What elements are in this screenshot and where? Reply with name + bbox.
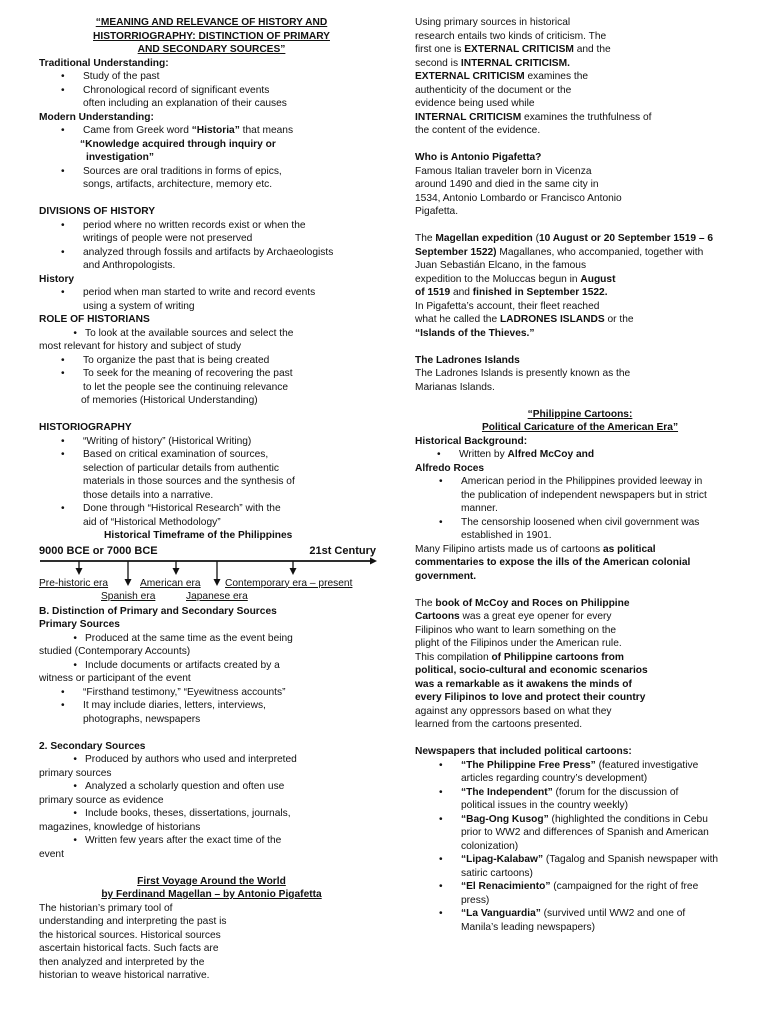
text-run: Many Filipino artists made us of cartoons	[415, 543, 603, 555]
text-run: or the	[604, 314, 634, 325]
list-item: • Include books, theses, dissertations, journals, magazines, knowledge of historians	[39, 808, 291, 833]
paragraph-line: government.	[415, 570, 477, 582]
keyword: “Knowledge acquired through inquiry or	[80, 138, 276, 150]
secondary-sources-list	[39, 753, 384, 861]
paragraph-line: plight of the Filipinos under the American rule.	[415, 638, 622, 649]
american-period-list	[415, 475, 745, 543]
list-item-text: aid of “Historical Methodology”	[83, 516, 221, 528]
list-item	[39, 70, 384, 84]
list-item-text: primary source as evidence	[39, 794, 164, 806]
paragraph-line: The Ladrones Islands is presently known as the	[415, 368, 631, 379]
list-item-text: colonization)	[461, 840, 519, 852]
paragraph-line: evidence being used while	[415, 98, 535, 109]
paragraph-line	[415, 313, 745, 327]
keyword: 10 August or 20 September 1519 – 6	[539, 233, 714, 244]
list-item-text: selection of particular details from authentic	[83, 462, 279, 474]
paragraph-line: authenticity of the document or the	[415, 84, 572, 96]
list-item	[39, 246, 384, 273]
distinction-heading: B. Distinction of Primary and Secondary Sources	[39, 605, 277, 617]
role-list	[39, 327, 384, 408]
paragraph-line: Marianas Islands.	[415, 381, 495, 393]
list-item-text: Written by	[459, 449, 508, 460]
newspaper-name: “Lipag-Kalabaw”	[461, 854, 544, 865]
list-item-text: Analyzed a scholarly question and often use	[85, 781, 285, 792]
modern-list	[39, 124, 384, 192]
paragraph-line: then analyzed and interpreted by the	[39, 956, 205, 968]
keyword: of 1519	[415, 287, 451, 298]
list-item: • Written few years after the exact time of the event	[39, 835, 282, 860]
text-run: what he called the	[415, 314, 500, 325]
list-item-text: Written few years after the exact time of the	[85, 835, 282, 846]
timeline-label-contemporary: Contemporary era – present	[225, 577, 353, 589]
list-item-text: those details into a narrative.	[83, 489, 214, 501]
list-item-text: “Firsthand testimony,” “Eyewitness accounts”	[83, 686, 286, 698]
paragraph-line	[415, 543, 745, 557]
paragraph-line: research entails two kinds of criticism. The	[415, 30, 607, 42]
primary-sources-heading: Primary Sources	[39, 619, 120, 630]
list-item-text: Produced by authors who used and interpreted	[85, 754, 297, 765]
list-item	[39, 435, 384, 449]
list-item	[39, 84, 384, 111]
historiography-list	[39, 435, 384, 530]
paragraph-line	[415, 111, 745, 125]
paragraph-line	[415, 43, 745, 57]
list-item	[39, 367, 384, 408]
modern-heading: Modern Understanding:	[39, 111, 154, 123]
list-item-text: Chronological record of significant events	[83, 84, 270, 96]
paragraph-line: Pigafetta.	[415, 206, 459, 217]
list-item-text: studied (Contemporary Accounts)	[39, 646, 191, 657]
keyword: as political	[602, 543, 656, 555]
paragraph-line: In Pigafetta’s account, their fleet reached	[415, 300, 600, 312]
keyword: of Philippine cartoons from	[491, 651, 624, 663]
text-run: examines the truthfulness of	[521, 111, 652, 123]
paragraph-line	[415, 597, 745, 611]
text-run: was a great eye opener for every	[459, 611, 612, 622]
paragraph-line: learned from the cartoons presented.	[415, 719, 583, 730]
list-item	[415, 516, 745, 543]
list-item	[415, 853, 745, 880]
newspaper-name: “Bag-Ong Kusog”	[461, 813, 549, 825]
list-item-text: satiric cartoons)	[461, 867, 533, 879]
paragraph-line	[415, 70, 745, 84]
secondary-sources-heading: 2. Secondary Sources	[39, 740, 146, 752]
timeline-arrowhead-japanese	[214, 579, 221, 586]
newspapers-list	[415, 759, 745, 935]
list-item-text: period where no written records exist or when the	[83, 219, 306, 231]
author-name: Alfredo Roces	[415, 462, 485, 474]
newspaper-name: “The Philippine Free Press”	[461, 759, 596, 771]
paragraph-line	[415, 232, 745, 246]
newspapers-heading: Newspapers that included political cartoons:	[415, 746, 632, 757]
list-item: • Produced at the same time as the event being studied (Contemporary Accounts)	[39, 632, 293, 657]
paragraph-line: “Islands of the Thieves.”	[415, 327, 535, 339]
list-item-text: of memories (Historical Understanding)	[81, 395, 258, 406]
text-run: expedition to the Moluccas begun in	[415, 273, 581, 285]
list-item-text: songs, artifacts, architecture, memory etc.	[83, 179, 273, 190]
list-item-text: prior to WW2 and differences of Spanish and American	[461, 827, 709, 838]
paragraph-line: against any oppressors based on what they	[415, 705, 612, 717]
text-run: (	[532, 233, 539, 244]
traditional-heading: Traditional Understanding:	[39, 57, 169, 69]
timeline-label-japanese: Japanese era	[186, 590, 248, 602]
timeline-title: Historical Timeframe of the Philippines	[104, 530, 293, 541]
doc-title-line-2: HISTORRIOGRAPHY: DISTINCTION OF PRIMARY	[93, 30, 330, 42]
paragraph-line	[415, 273, 745, 287]
doc-title-line-3: AND SECONDARY SOURCES”	[137, 44, 286, 55]
keyword: EXTERNAL CRITICISM	[464, 44, 574, 55]
paragraph-line: The historian’s primary tool of	[39, 902, 173, 914]
historiography-heading: HISTORIOGRAPHY	[39, 422, 132, 433]
timeline-start-label: 9000 BCE or 7000 BCE	[39, 544, 158, 557]
list-item-text: Based on critical examination of sources,	[83, 449, 269, 460]
list-item: • Produced by authors who used and interpreted primary sources	[39, 754, 297, 779]
keyword: EXTERNAL CRITICISM	[415, 71, 525, 82]
keyword: investigation”	[86, 152, 154, 163]
keyword: Cartoons	[415, 611, 460, 622]
list-item	[415, 786, 745, 813]
keyword: INTERNAL CRITICISM	[415, 111, 522, 123]
keyword: Alfred McCoy and	[507, 449, 595, 460]
timeline	[39, 545, 384, 605]
newspaper-name: “La Vanguardia”	[461, 908, 541, 919]
list-item-text: Manila’s leading newspapers)	[461, 921, 596, 933]
list-item-text: To organize the past that is being created	[83, 354, 270, 366]
list-item-text: articles regarding country’s development)	[461, 773, 648, 784]
list-item-text: most relevant for history and subject of study	[39, 341, 242, 352]
list-item-text: often including an explanation of their causes	[83, 98, 287, 109]
list-item-text: To seek for the meaning of recovering the past	[83, 368, 293, 379]
historical-background-heading: Historical Background:	[415, 435, 528, 447]
keyword: finished in September 1522.	[472, 287, 608, 298]
doc-title-line-1: “MEANING AND RELEVANCE OF HISTORY AND	[95, 17, 328, 28]
paragraph-line	[415, 651, 745, 665]
list-item	[415, 759, 745, 786]
list-item-text: (campaigned for the right of free	[550, 881, 699, 892]
list-item	[39, 448, 384, 502]
timeline-arrowhead-american	[173, 568, 180, 575]
paragraph-line: commentaries to expose the ills of the American colonial	[415, 557, 691, 568]
list-item-text: Produced at the same time as the event being	[85, 632, 293, 644]
list-item-text: established in 1901.	[461, 530, 552, 541]
paragraph-line: ascertain historical facts. Such facts are	[39, 943, 219, 954]
left-column	[39, 16, 384, 983]
list-item: • To look at the available sources and select the most relevant for history and subject of study	[39, 327, 294, 352]
list-item-text: and Anthropologists.	[83, 260, 176, 271]
keyword: LADRONES ISLANDS	[499, 314, 605, 325]
timeline-end-arrowhead	[370, 557, 377, 564]
paragraph-line: Juan Sebastián Elcano, in the famous	[415, 260, 587, 271]
list-item-text: writings of people were not preserved	[83, 233, 253, 244]
keyword: “Historia”	[191, 125, 240, 136]
cartoons-title-line-1: “Philippine Cartoons:	[527, 408, 633, 420]
list-item-text: Include books, theses, dissertations, journals,	[85, 808, 291, 819]
primary-sources-list	[39, 632, 384, 727]
list-item: • Include documents or artifacts created by a witness or participant of the event	[39, 659, 280, 684]
list-item-text: (forum for the discussion of	[552, 786, 679, 798]
keyword: book of McCoy and Roces on Philippine	[435, 597, 630, 609]
list-item	[415, 475, 745, 516]
newspaper-name: “El Renacimiento”	[461, 881, 551, 892]
list-item-text: (highlighted the conditions in Cebu	[548, 813, 708, 825]
list-item	[39, 219, 384, 246]
keyword: August	[580, 273, 616, 285]
paragraph-line	[415, 246, 745, 260]
text-run: second is	[415, 57, 461, 69]
list-item-text: (featured investigative	[595, 759, 699, 771]
list-item-text: photographs, newspapers	[83, 713, 201, 725]
ladrones-heading: The Ladrones Islands	[415, 354, 520, 366]
cartoons-title-line-2: Political Caricature of the American Era”	[481, 422, 679, 433]
list-item-text: Done through “Historical Research” with the	[83, 503, 281, 514]
list-item	[39, 502, 384, 529]
list-item-text: using a system of writing	[83, 300, 195, 312]
paragraph-line: 1534, Antonio Lombardo or Francisco Antonio	[415, 192, 622, 204]
text-run: This compilation	[415, 651, 492, 663]
list-item-text: witness or participant of the event	[39, 673, 191, 684]
list-item-text: analyzed through fossils and artifacts by Archaeologists	[83, 246, 334, 258]
background-author-list	[415, 448, 745, 462]
list-item	[39, 165, 384, 192]
divisions-heading: DIVISIONS OF HISTORY	[39, 206, 156, 217]
history-list	[39, 286, 384, 313]
list-item-text: materials in those sources and the synthesis of	[83, 476, 295, 487]
list-item-text: period when man started to write and record events	[83, 287, 316, 298]
paragraph-line: the content of the evidence.	[415, 125, 541, 136]
text-run: first one is	[415, 44, 465, 55]
list-item-text: Study of the past	[83, 71, 160, 82]
text-run: and	[450, 287, 473, 298]
list-item-text: manner.	[461, 503, 498, 514]
list-item	[39, 699, 384, 726]
paragraph-line: understanding and interpreting the past is	[39, 916, 227, 927]
timeline-end-label: 21st Century	[309, 544, 376, 557]
newspaper-name: “The Independent”	[461, 786, 553, 798]
list-item-text: Include documents or artifacts created by a	[85, 659, 280, 671]
paragraph-line: every Filipinos to love and protect their country	[415, 692, 646, 703]
timeline-arrowhead-contemporary	[290, 568, 297, 575]
first-voyage-title-line-2: by Ferdinand Magellan – by Antonio Pigafetta	[101, 889, 322, 900]
list-item-text: Came from Greek word	[83, 125, 192, 136]
right-column	[415, 16, 745, 934]
list-item-text: American period in the Philippines provided leeway in	[461, 476, 703, 487]
keyword: INTERNAL CRITICISM.	[460, 57, 570, 69]
timeline-arrowhead-spanish	[125, 579, 132, 586]
pigafetta-heading: Who is Antonio Pigafetta?	[415, 152, 542, 163]
list-item-text: magazines, knowledge of historians	[39, 821, 201, 833]
list-item-text: that means	[239, 125, 294, 136]
paragraph-line	[415, 286, 745, 300]
list-item	[39, 286, 384, 313]
list-item	[39, 354, 384, 368]
paragraph-line: Famous Italian traveler born in Vicenza	[415, 165, 592, 177]
paragraph-line: Using primary sources in historical	[415, 17, 571, 28]
list-item-text: The censorship loosened when civil government was	[461, 516, 700, 528]
timeline-label-prehistoric: Pre-historic era	[39, 577, 109, 589]
list-item	[415, 907, 745, 934]
list-item-text: Sources are oral traditions in forms of epics,	[83, 165, 282, 177]
list-item-text: press)	[461, 894, 490, 906]
list-item-text: It may include diaries, letters, interviews,	[83, 700, 266, 711]
paragraph-line: political, socio-cultural and economic scenarios	[415, 665, 648, 676]
traditional-list	[39, 70, 384, 111]
list-item: • Analyzed a scholarly question and often use primary source as evidence	[39, 781, 285, 806]
list-item	[39, 124, 384, 165]
timeline-label-american: American era	[140, 577, 201, 589]
paragraph-line: the historical sources. Historical sources	[39, 929, 221, 941]
paragraph-line: Filipinos who want to learn something on the	[415, 624, 617, 636]
timeline-arrowhead-pre	[76, 568, 83, 575]
keyword: September 1522)	[415, 246, 497, 258]
history-heading: History	[39, 273, 75, 285]
first-voyage-title-line-1: First Voyage Around the World	[137, 875, 286, 887]
list-item-text: political issues in the country weekly)	[461, 800, 629, 811]
divisions-list	[39, 219, 384, 273]
paragraph-line: was a remarkable as it awakens the minds of	[415, 678, 632, 690]
list-item-text: to let the people see the continuing relevance	[83, 381, 289, 393]
list-item	[415, 880, 745, 907]
text-run: The	[415, 233, 436, 244]
list-item	[39, 686, 384, 700]
text-run: The	[415, 597, 436, 609]
paragraph-line	[415, 610, 745, 624]
keyword: Magellan expedition	[435, 233, 533, 244]
list-item-text: (survived until WW2 and one of	[540, 908, 686, 919]
paragraph-line	[415, 57, 745, 71]
text-run: Magallanes, who accompanied, together with	[496, 246, 704, 258]
list-item-text: “Writing of history” (Historical Writing)	[83, 435, 252, 447]
timeline-label-spanish: Spanish era	[101, 590, 156, 602]
paragraph-line: historian to weave historical narrative.	[39, 970, 210, 981]
text-run: examines the	[524, 71, 589, 82]
list-item	[415, 813, 745, 854]
text-run: and the	[573, 44, 611, 55]
list-item-text: event	[39, 848, 64, 860]
list-item-text: the publication of independent newspapers but in strict	[461, 489, 707, 501]
list-item-text: primary sources	[39, 767, 112, 779]
list-item	[415, 448, 745, 462]
paragraph-line: around 1490 and died in the same city in	[415, 179, 599, 190]
list-item-text: (Tagalog and Spanish newspaper with	[543, 854, 719, 865]
role-heading: ROLE OF HISTORIANS	[39, 314, 150, 325]
list-item-text: To look at the available sources and select the	[85, 327, 294, 339]
